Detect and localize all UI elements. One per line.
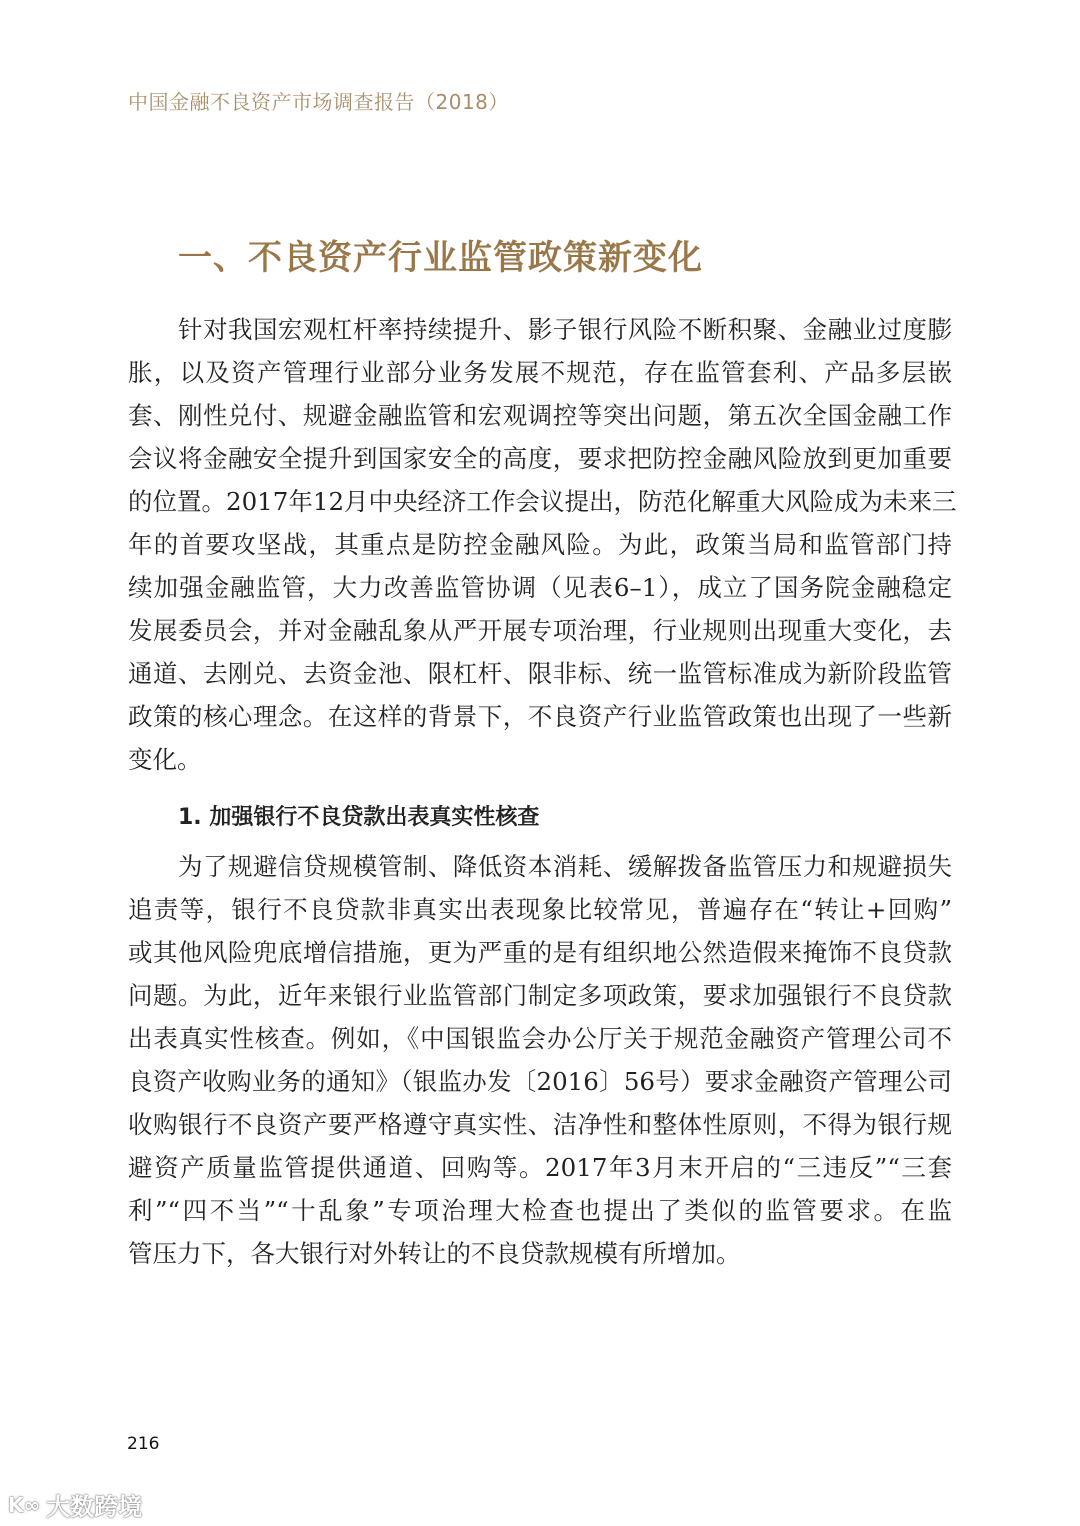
text-line: 的位置。2017年12月中央经济工作会议提出，防范化解重大风险成为未来三 — [128, 487, 957, 516]
text-line: 问题。为此，近年来银行业监管部门制定多项政策，要求加强银行不良贷款 — [128, 981, 952, 1010]
page-number: 216 — [127, 1434, 160, 1454]
watermark — [8, 1487, 142, 1522]
section-title: 一、不良资产行业监管政策新变化 — [178, 238, 703, 278]
text-line: 为了规避信贷规模管制、降低资本消耗、缓解拨备监管压力和规避损失 — [178, 852, 952, 881]
text-line: 政策的核心理念。在这样的背景下，不良资产行业监管政策也出现了一些新 — [128, 702, 952, 731]
watermark-text: 大数跨境 — [46, 1493, 143, 1521]
text-line: 变化。 — [128, 745, 202, 774]
text-line: 收购银行不良资产要严格遵守真实性、洁净性和整体性原则，不得为银行规 — [128, 1110, 952, 1139]
text-line: 套、刚性兑付、规避金融监管和宏观调控等突出问题，第五次全国金融工作 — [128, 401, 952, 430]
text-line: 通道、去刚兑、去资金池、限杠杆、限非标、统一监管标准成为新阶段监管 — [128, 659, 952, 688]
subsection-title: 1. 加强银行不良贷款出表真实性核查 — [178, 805, 540, 830]
text-line: 发展委员会，并对金融乱象从严开展专项治理，行业规则出现重大变化，去 — [128, 616, 952, 645]
text-line: 管压力下，各大银行对外转让的不良贷款规模有所增加。 — [128, 1239, 741, 1268]
text-line: 良资产收购业务的通知》（银监办发〔2016〕56号）要求金融资产管理公司 — [128, 1067, 952, 1096]
text-line: 会议将金融安全提升到国家安全的高度，要求把防控金融风险放到更加重要 — [128, 444, 952, 473]
text-line: 续加强金融监管，大力改善监管协调（见表6–1），成立了国务院金融稳定 — [128, 573, 952, 602]
text-line: 胀，以及资产管理行业部分业务发展不规范，存在监管套利、产品多层嵌 — [128, 358, 952, 387]
text-line: 年的首要攻坚战，其重点是防控金融风险。为此，政策当局和监管部门持 — [128, 530, 952, 559]
text-line: 追责等，银行不良贷款非真实出表现象比较常见，普遍存在“转让+回购” — [128, 895, 952, 924]
watermark-logo-icon: K∞ — [8, 1492, 41, 1517]
text-line: 出表真实性核查。例如，《中国银监会办公厅关于规范金融资产管理公司不 — [128, 1024, 952, 1053]
text-line: 避资产质量监管提供通道、回购等。2017年3月末开启的“三违反”“三套 — [128, 1153, 952, 1182]
running-header: 中国金融不良资产市场调查报告（2018） — [128, 90, 509, 114]
text-line: 或其他风险兜底增信措施，更为严重的是有组织地公然造假来掩饰不良贷款 — [128, 938, 952, 967]
text-line: 针对我国宏观杠杆率持续提升、影子银行风险不断积聚、金融业过度膨 — [178, 315, 952, 344]
text-line: 利”“四不当”“十乱象”专项治理大检查也提出了类似的监管要求。在监 — [128, 1196, 952, 1225]
